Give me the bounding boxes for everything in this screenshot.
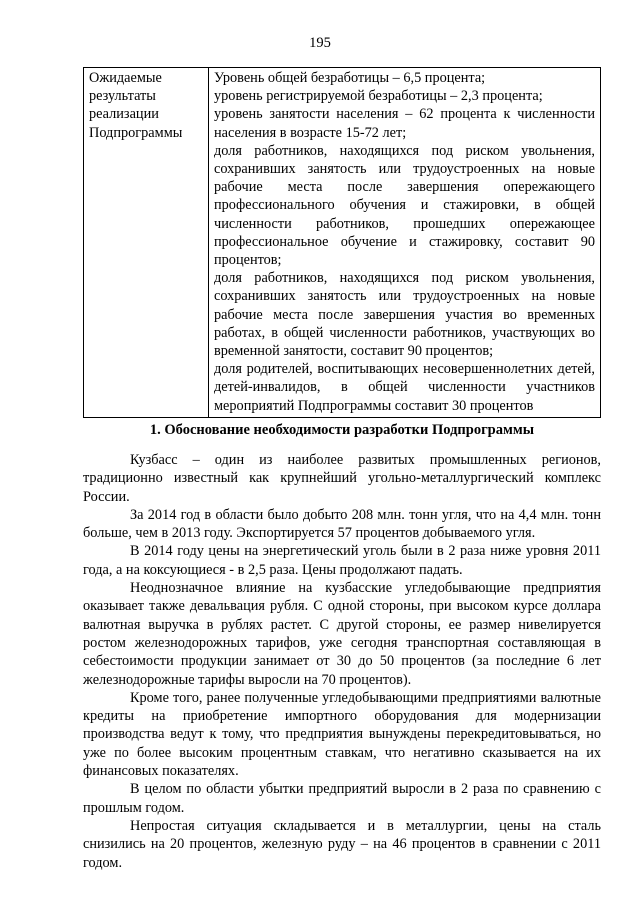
result-item: Уровень общей безработицы – 6,5 процента; [214,70,486,86]
paragraph: Кроме того, ранее полученные угледобывающими предприятиями валютные кредиты на приобретение импортного оборудования для модернизации производства ведут к тому, что предприятия вынуждены перекредитовываться, но уже по более высоким процентным ставкам, что негативно сказывается на их финансовых показателях. [83,689,601,780]
paragraph: За 2014 год в области было добыто 208 млн. тонн угля, что на 4,4 млн. тонн больше, чем в 2013 году. Экспортируется 57 процентов добываемого угля. [83,506,601,542]
expected-results-table [83,67,601,418]
result-item: уровень регистрируемой безработицы – 2,3 процента; [214,88,543,105]
table-row [84,68,601,418]
page-number: 195 [309,35,331,51]
result-item: доля родителей, воспитывающих несовершеннолетних детей, детей-инвалидов, в общей численности участников мероприятий Подпрограммы составит 30 процентов [214,361,595,414]
paragraph: Непростая ситуация складывается и в металлургии, цены на сталь снизились на 20 процентов, железную руду – на 46 процентов в сравнении с 2011 годом. [83,817,601,871]
result-item: уровень занятости населения – 62 процента к численности населения в возрасте 15-72 лет; [214,106,595,141]
paragraph: В 2014 году цены на энергетический уголь были в 2 раза ниже уровня 2011 года, а на коксующиеся - в 2,5 раза. Цены продолжают падать. [83,543,601,578]
paragraph: В целом по области убытки предприятий выросли в 2 раза по сравнению с прошлым годом. [83,781,601,816]
result-item: доля работников, находящихся под риском увольнения, сохранивших занятость или трудоустроенных на новые рабочие места после завершения опережающего профессионального обучения и стажировки, в общей численности работников, прошедших опережающее профессиональное обучение и стажировку, составит 90 процентов; [214,142,595,269]
paragraph: Кузбасс – один из наиболее развитых промышленных регионов, традиционно известный как крупнейший угольно-металлургический комплекс России. [83,452,601,505]
section-heading: 1. Обоснование необходимости разработки Подпрограммы [149,422,535,438]
paragraph: Неоднозначное влияние на кузбасские угледобывающие предприятия оказывает также девальвация рубля. С одной стороны, при высоком курсе доллара валютная выручка в рублях растет. С другой стороны, ее размер нивелируется ростом железнодорожных тарифов, уже сегодня транспортная составляющая в себестоимости продукции занимает от 30 до 50 процентов (за последние 6 лет железнодорожные тарифы выросли на 70 процентов). [83,580,601,688]
results-value-cell [209,68,601,418]
section-body [83,451,601,872]
result-item: доля работников, находящихся под риском увольнения, сохранивших занятость или трудоустроенных на новые рабочие места после завершения участия во временных работах, в общей численности работников, участвующих во временной занятости, составит 90 процентов; [214,270,595,360]
results-label-cell: Ожидаемые результаты реализации Подпрограммы [84,68,209,418]
